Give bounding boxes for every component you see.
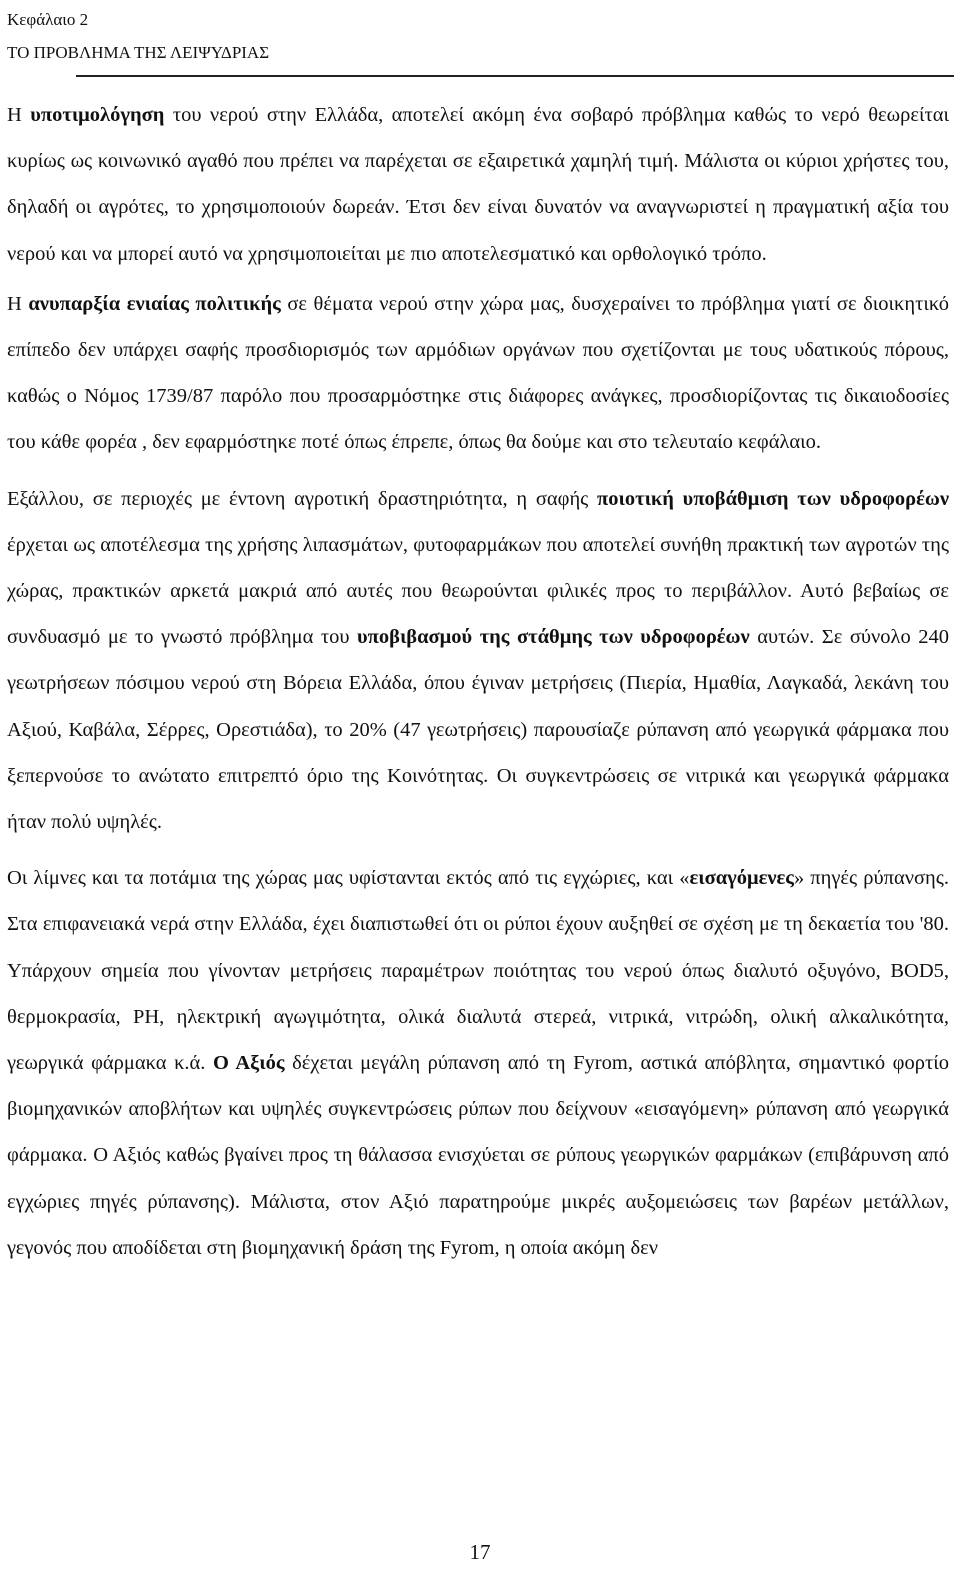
paragraph-underpricing [7,92,949,277]
body-text: του νερού στην Ελλάδα, αποτελεί ακόμη ένα σοβαρό πρόβλημα καθώς το νερό θεωρείται κυρίως ως κοινωνικό αγαθό που πρέπει να παρέχεται σε εξαιρετικά χαμηλή τιμή. Μάλιστα οι κύριοι χρήστες του, δηλαδή οι αγρότες, το χρησιμοποιούν δωρεάν. Έτσι δεν είναι δυνατόν να αναγνωριστεί η πραγματική αξία του νερού και να μπορεί αυτό να χρησιμοποιείται με πιο αποτελεσματικό και ορθολογικό τρόπο. [7,104,949,265]
paragraph-policy [7,281,949,466]
emphasis-text: υποβιβασμού της στάθμης των υδροφορέων [357,626,750,649]
body-text: Εξάλλου, σε περιοχές με έντονη αγροτική δραστηριότητα, η σαφής [7,487,598,510]
body-text: Η [7,104,31,126]
page-body [7,92,949,1271]
chapter-title: ΤΟ ΠΡΟΒΛΗΜΑ ΤΗΣ ΛΕΙΨΥΔΡΙΑΣ [7,43,270,62]
header-rule [76,75,954,77]
emphasis-text: ποιοτική υποβάθμιση των υδροφορέων [597,487,949,510]
emphasis-text: Ο Αξιός [212,1052,285,1075]
emphasis-text: εισαγόμενες [689,867,794,890]
body-text: αυτών. Σε σύνολο 240 γεωτρήσεων πόσιμου νερού στη Βόρεια Ελλάδα, όπου έγιναν μετρήσεις (Πιερία, Ημαθία, Λαγκαδά, λεκάνη του Αξιού, Καβάλα, Σέρρες, Ορεστιάδα), το 20% (47 γεωτρήσεις) παρουσίαζε ρύπανση από γεωργικά φάρμακα που ξεπερνούσε το ανώτατο επιτρεπτό όριο της Κοινότητας. Οι συγκεντρώσεις σε νιτρικά και γεωργικά φάρμακα ήταν πολύ υψηλές. [7,626,950,834]
body-text: Οι λίμνες και τα ποτάμια της χώρας μας υφίστανται εκτός από τις εγχώριες, και « [7,867,690,890]
paragraph-imported-pollution [7,855,949,1271]
body-text: Η [7,292,29,315]
emphasis-text: ανυπαρξία ενιαίας πολιτικής [28,292,281,315]
body-text: » πηγές ρύπανσης. Στα επιφανειακά νερά στην Ελλάδα, έχει διαπιστωθεί ότι οι ρύποι έχουν αυξηθεί σε σχέση με τη δεκαετία του '80. Υπάρχουν σημεία που γίνονταν μετρήσεις παραμέτρων ποιότητας του νερού όπως διαλυτό οξυγόνο, BOD5, θερμοκρασία, PH, ηλεκτρική αγωγιμότητα, ολικά διαλυτά στερεά, νιτρικά, νιτρώδη, ολική αλκαλικότητα, γεωργικά φάρμακα κ.ά. [7,867,950,1075]
chapter-label: Κεφάλαιο 2 [7,10,89,29]
page-number: 17 [469,1540,491,1564]
emphasis-text: υποτιμολόγηση [30,104,165,126]
body-text: έρχεται ως αποτέλεσμα της χρήσης λιπασμάτων, φυτοφαρμάκων που αποτελεί συνήθη πρακτική των αγροτών της χώρας, πρακτικών αρκετά μακριά από αυτές που θεωρούνται φιλικές προς το περιβάλλον. Αυτό βεβαίως σε συνδυασμό με το γνωστό πρόβλημα του [7,533,949,649]
body-text: δέχεται μεγάλη ρύπανση από τη Fyrom, αστικά απόβλητα, σημαντικό φορτίο βιομηχανικών αποβλήτων και υψηλές συγκεντρώσεις ρύπων που δείχνουν «εισαγόμενη» ρύπανση από γεωργικά φάρμακα. Ο Αξιός καθώς βγαίνει προς τη θάλασσα ενισχύεται σε ρύπους γεωργικών φαρμάκων (επιβάρυνση από εγχώριες πηγές ρύπανσης). Μάλιστα, στον Αξιό παρατηρούμε μικρές αυξομειώσεις των βαρέων μετάλλων, γεγονός που αποδίδεται στη βιομηχανική δράση της Fyrom, η οποία ακόμη δεν [7,1052,950,1259]
body-text: σε θέματα νερού στην χώρα μας, δυσχεραίνει το πρόβλημα γιατί σε διοικητικό επίπεδο δεν υπάρχει σαφής προσδιορισμός των αρμόδιων οργάνων που σχετίζονται με τους υδατικούς πόρους, καθώς ο Νόμος 1739/87 παρόλο που προσαρμόστηκε στις διάφορες ανάγκες, προσδιορίζοντας τις δικαιοδοσίες του κάθε φορέα , δεν εφαρμόστηκε ποτέ όπως έπρεπε, όπως θα δούμε και στο τελευταίο κεφάλαιο. [7,292,949,454]
paragraph-quality-degradation [7,476,949,846]
page-header [7,3,269,69]
